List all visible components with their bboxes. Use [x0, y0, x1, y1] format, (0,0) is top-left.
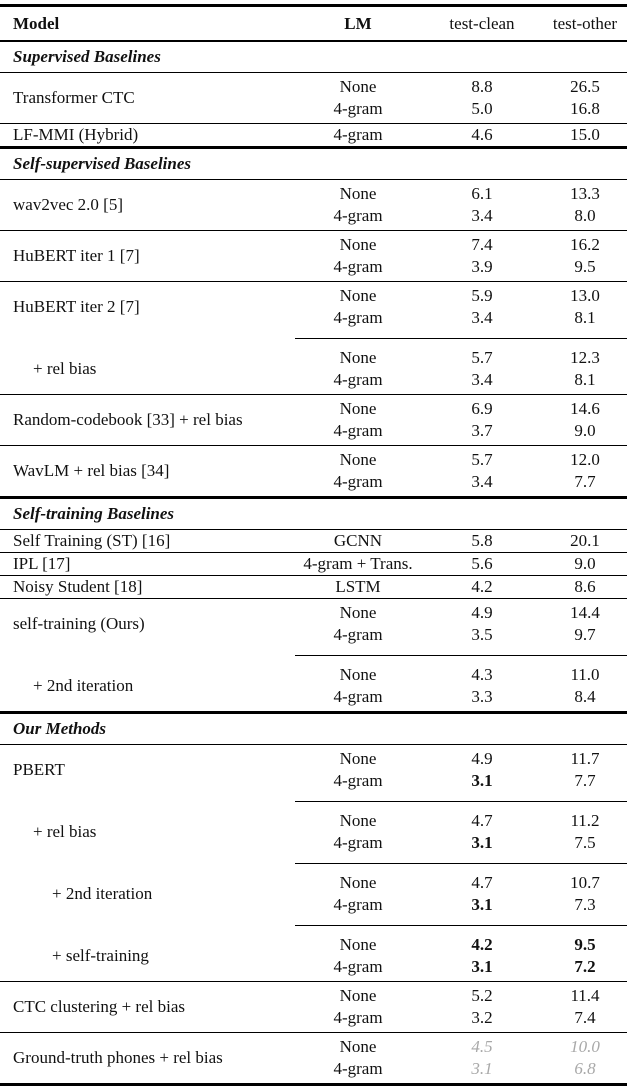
lm-cell: 4-gram	[333, 687, 383, 706]
result-row	[295, 872, 627, 894]
table-row	[0, 802, 627, 863]
results-group	[295, 664, 627, 708]
test-other-cell: 14.6	[570, 399, 600, 418]
test-clean-cell: 3.1	[471, 833, 493, 852]
lm-cell: 4-gram	[333, 370, 383, 389]
lm-cell: 4-gram	[333, 833, 383, 852]
test-other-cell: 11.2	[570, 811, 600, 830]
test-clean-cell: 7.4	[471, 235, 493, 254]
test-clean-cell: 3.4	[471, 370, 493, 389]
result-row	[295, 602, 627, 624]
lm-cell: None	[339, 749, 377, 768]
test-other-cell: 12.3	[570, 348, 600, 367]
model-name: LF-MMI (Hybrid)	[13, 125, 139, 144]
lm-cell: None	[339, 603, 377, 622]
model-name: WavLM + rel bias [34]	[13, 461, 170, 480]
results-group	[295, 872, 627, 916]
test-clean-cell: 3.1	[471, 895, 493, 914]
test-other-cell: 9.0	[574, 421, 596, 440]
lm-cell: None	[339, 450, 377, 469]
result-row	[295, 810, 627, 832]
result-row	[295, 369, 627, 391]
result-row	[295, 770, 627, 792]
test-other-cell: 7.7	[574, 472, 596, 491]
model-name: + rel bias	[33, 822, 97, 841]
lm-cell: 4-gram	[333, 257, 383, 276]
test-clean-cell: 3.9	[471, 257, 493, 276]
test-other-cell: 6.8	[574, 1059, 596, 1078]
result-row	[295, 894, 627, 916]
test-clean-cell: 4.2	[471, 577, 493, 596]
lm-cell: None	[339, 935, 377, 954]
model-name: wav2vec 2.0 [5]	[13, 195, 123, 214]
result-row	[295, 420, 627, 442]
table-row	[0, 231, 627, 281]
result-row	[295, 576, 627, 598]
model-name: HuBERT iter 1 [7]	[13, 246, 140, 265]
result-row	[295, 471, 627, 493]
test-clean-cell: 5.7	[471, 450, 493, 469]
result-row	[295, 686, 627, 708]
model-name: Transformer CTC	[13, 88, 135, 107]
header-model: Model	[13, 13, 60, 33]
result-row	[295, 307, 627, 329]
test-other-cell: 11.7	[570, 749, 600, 768]
results-group	[295, 553, 627, 575]
result-row	[295, 1058, 627, 1080]
table-row	[0, 180, 627, 230]
lm-cell: 4-gram	[333, 625, 383, 644]
test-clean-cell: 3.1	[471, 771, 493, 790]
test-clean-cell: 3.4	[471, 472, 493, 491]
header-test-other: test-other	[552, 13, 618, 33]
model-name: + 2nd iteration	[33, 676, 134, 695]
test-other-cell: 9.5	[574, 935, 596, 954]
lm-cell: None	[339, 348, 377, 367]
results-group	[295, 576, 627, 598]
test-other-cell: 16.2	[570, 235, 600, 254]
table-body	[0, 42, 627, 1086]
lm-cell: LSTM	[335, 577, 381, 596]
model-name: Random-codebook [33] + rel bias	[13, 410, 243, 429]
results-group	[295, 530, 627, 552]
lm-cell: 4-gram	[333, 308, 383, 327]
test-other-cell: 13.3	[570, 184, 600, 203]
model-name: PBERT	[13, 760, 65, 779]
lm-cell: GCNN	[333, 531, 383, 550]
lm-cell: 4-gram	[333, 1008, 383, 1027]
test-clean-cell: 8.8	[471, 77, 493, 96]
result-row	[295, 449, 627, 471]
table-row	[0, 553, 627, 575]
table-row	[0, 73, 627, 123]
result-row	[295, 624, 627, 646]
results-group	[295, 234, 627, 278]
result-row	[295, 398, 627, 420]
table-row	[0, 1033, 627, 1083]
result-row	[295, 956, 627, 978]
lm-cell: 4-gram	[333, 1059, 383, 1078]
model-name: IPL [17]	[13, 554, 71, 573]
section-title: Our Methods	[0, 714, 627, 745]
results-group	[295, 1036, 627, 1080]
results-group	[295, 398, 627, 442]
results-table	[0, 4, 627, 1086]
lm-cell: 4-gram	[333, 895, 383, 914]
test-other-cell: 12.0	[570, 450, 600, 469]
model-name: Ground-truth phones + rel bias	[13, 1048, 223, 1067]
lm-cell: 4-gram	[333, 206, 383, 225]
test-clean-cell: 4.6	[471, 125, 493, 144]
test-clean-cell: 3.1	[471, 1059, 493, 1078]
table-row	[0, 339, 627, 394]
test-other-cell: 11.0	[570, 665, 600, 684]
test-clean-cell: 4.2	[471, 935, 493, 954]
test-clean-cell: 6.9	[471, 399, 493, 418]
test-clean-cell: 5.0	[471, 99, 493, 118]
lm-cell: 4-gram	[333, 421, 383, 440]
table-row	[0, 656, 627, 711]
table-row	[0, 282, 627, 338]
test-clean-cell: 3.5	[471, 625, 493, 644]
result-row	[295, 256, 627, 278]
result-row	[295, 98, 627, 120]
table-row	[0, 395, 627, 445]
results-group	[295, 347, 627, 391]
result-row	[295, 553, 627, 575]
test-clean-cell: 3.3	[471, 687, 493, 706]
test-clean-cell: 5.6	[471, 554, 493, 573]
test-clean-cell: 4.7	[471, 811, 493, 830]
lm-cell: None	[339, 184, 377, 203]
results-group	[295, 934, 627, 978]
table-row	[0, 530, 627, 552]
test-clean-cell: 5.7	[471, 348, 493, 367]
results-group	[295, 602, 627, 646]
lm-cell: None	[339, 665, 377, 684]
test-clean-cell: 4.9	[471, 749, 493, 768]
lm-cell: None	[339, 811, 377, 830]
model-name: CTC clustering + rel bias	[13, 997, 186, 1016]
test-other-cell: 14.4	[570, 603, 600, 622]
result-row	[295, 205, 627, 227]
section-title: Self-supervised Baselines	[0, 149, 627, 180]
test-other-cell: 7.5	[574, 833, 596, 852]
result-row	[295, 285, 627, 307]
result-row	[295, 1036, 627, 1058]
test-clean-cell: 5.2	[471, 986, 493, 1005]
test-other-cell: 8.1	[574, 308, 596, 327]
section-title: Self-training Baselines	[0, 499, 627, 530]
lm-cell: None	[339, 286, 377, 305]
result-row	[295, 832, 627, 854]
lm-cell: None	[339, 873, 377, 892]
result-row	[295, 1007, 627, 1029]
table-header	[0, 7, 627, 42]
result-row	[295, 76, 627, 98]
test-clean-cell: 4.7	[471, 873, 493, 892]
lm-cell: None	[339, 399, 377, 418]
table-row	[0, 576, 627, 598]
lm-cell: 4-gram	[333, 99, 383, 118]
test-other-cell: 8.6	[574, 577, 596, 596]
test-clean-cell: 5.9	[471, 286, 493, 305]
results-group	[295, 183, 627, 227]
test-clean-cell: 4.5	[471, 1037, 493, 1056]
test-other-cell: 9.5	[574, 257, 596, 276]
test-other-cell: 15.0	[570, 125, 600, 144]
lm-cell: 4-gram	[333, 771, 383, 790]
table-row	[0, 446, 627, 496]
result-row	[295, 530, 627, 552]
test-other-cell: 8.1	[574, 370, 596, 389]
test-other-cell: 16.8	[570, 99, 600, 118]
results-group	[295, 76, 627, 120]
test-other-cell: 10.7	[570, 873, 600, 892]
test-other-cell: 11.4	[570, 986, 600, 1005]
lm-cell: None	[339, 77, 377, 96]
model-name: Self Training (ST) [16]	[13, 531, 171, 550]
result-row	[295, 985, 627, 1007]
test-other-cell: 20.1	[570, 531, 600, 550]
result-row	[295, 748, 627, 770]
test-clean-cell: 6.1	[471, 184, 493, 203]
test-clean-cell: 4.9	[471, 603, 493, 622]
result-row	[295, 664, 627, 686]
test-other-cell: 9.7	[574, 625, 596, 644]
result-row	[295, 347, 627, 369]
test-other-cell: 7.2	[574, 957, 596, 976]
header-lm: LM	[344, 13, 372, 33]
test-other-cell: 7.7	[574, 771, 596, 790]
results-group	[295, 449, 627, 493]
test-other-cell: 9.0	[574, 554, 596, 573]
lm-cell: 4-gram	[333, 472, 383, 491]
results-group	[295, 285, 627, 329]
model-name: + self-training	[52, 946, 149, 965]
test-other-cell: 8.0	[574, 206, 596, 225]
table-row	[0, 124, 627, 146]
table-row	[0, 599, 627, 655]
result-row	[295, 234, 627, 256]
table-row	[0, 926, 627, 981]
test-other-cell: 7.4	[574, 1008, 596, 1027]
results-group	[295, 124, 627, 146]
test-other-cell: 7.3	[574, 895, 596, 914]
model-name: self-training (Ours)	[13, 614, 145, 633]
result-row	[295, 124, 627, 146]
model-name: HuBERT iter 2 [7]	[13, 297, 140, 316]
test-other-cell: 13.0	[570, 286, 600, 305]
test-clean-cell: 4.3	[471, 665, 493, 684]
model-name: + rel bias	[33, 359, 97, 378]
header-test-clean: test-clean	[449, 13, 515, 33]
section-title: Supervised Baselines	[0, 42, 627, 73]
test-clean-cell: 5.8	[471, 531, 493, 550]
model-name: Noisy Student [18]	[13, 577, 143, 596]
test-clean-cell: 3.4	[471, 308, 493, 327]
test-other-cell: 10.0	[570, 1037, 600, 1056]
table-row	[0, 864, 627, 925]
lm-cell: 4-gram	[333, 125, 383, 144]
lm-cell: 4-gram + Trans.	[303, 554, 413, 573]
results-group	[295, 748, 627, 792]
test-clean-cell: 3.4	[471, 206, 493, 225]
lm-cell: None	[339, 1037, 377, 1056]
test-other-cell: 8.4	[574, 687, 596, 706]
result-row	[295, 934, 627, 956]
lm-cell: None	[339, 235, 377, 254]
table-row	[0, 745, 627, 801]
lm-cell: None	[339, 986, 377, 1005]
test-other-cell: 26.5	[570, 77, 600, 96]
test-clean-cell: 3.7	[471, 421, 493, 440]
test-clean-cell: 3.2	[471, 1008, 493, 1027]
results-group	[295, 985, 627, 1029]
lm-cell: 4-gram	[333, 957, 383, 976]
test-clean-cell: 3.1	[471, 957, 493, 976]
model-name: + 2nd iteration	[52, 884, 153, 903]
results-group	[295, 810, 627, 854]
table-row	[0, 982, 627, 1032]
result-row	[295, 183, 627, 205]
